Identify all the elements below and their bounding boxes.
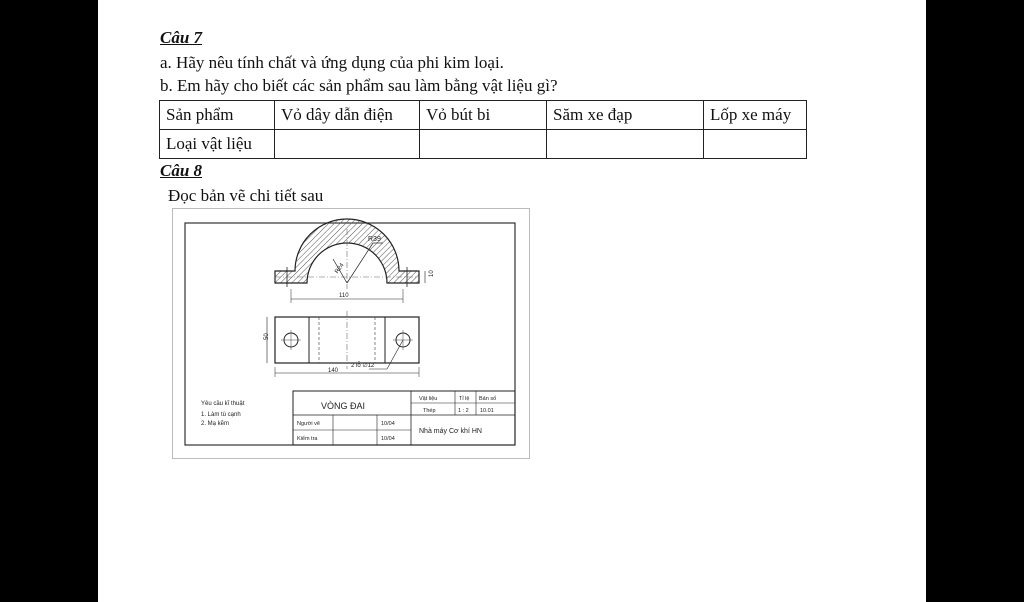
table-cell: Săm xe đạp [547,101,704,130]
checked-date: 10/04 [381,436,395,442]
drawn-date: 10/04 [381,421,395,427]
requirements-title: Yêu cầu kĩ thuật [201,401,245,407]
top-view [264,311,419,377]
drawn-by-label: Người vẽ [297,421,320,427]
question-7-heading: Câu 7 [160,28,203,47]
checked-by-label: Kiểm tra [297,436,318,442]
question-8-heading: Câu 8 [160,161,203,180]
question-7-part-a: a. Hãy nêu tính chất và ứng dụng của phi kim loại. [160,53,504,72]
table-row [160,130,807,159]
dim-140: 140 [328,368,339,374]
table-row [160,101,807,130]
question-7-part-b: b. Em hãy cho biết các sản phẩm sau làm bằng vật liệu gì? [160,76,558,95]
requirement-2: 2. Mạ kẽm [201,421,230,427]
table-cell: Vỏ bút bi [420,101,547,130]
table-cell: Vỏ dây dẫn điện [275,101,420,130]
technical-drawing-svg [173,209,529,458]
part-name: VÒNG ĐAI [321,401,366,411]
table-cell: Loại vật liệu [160,130,275,159]
dim-110: 110 [339,293,349,299]
table-cell: Sản phẩm [160,101,275,130]
table-cell [547,130,704,159]
company-name: Nhà máy Cơ khí HN [419,428,482,435]
table-cell [275,130,420,159]
table-cell: Lốp xe máy [704,101,807,130]
scale-value: 1 : 2 [458,408,469,414]
dim-r24: R24 [334,262,346,275]
document-page [98,0,926,602]
material-value: Thép [423,408,436,414]
scale-label: Tỉ lệ [459,396,470,402]
dim-holes: 2 lỗ ∅12 [351,363,375,369]
table-cell [704,130,807,159]
dim-thickness: 10 [429,270,435,277]
material-label: Vật liệu [419,396,438,402]
title-block [293,391,515,445]
drawing-no-value: 10.01 [480,408,494,414]
drawing-no-label: Bản số [479,396,497,402]
requirement-1: 1. Làm tù cạnh [201,412,241,418]
technical-drawing [172,208,530,459]
dim-50: 50 [264,333,270,340]
table-cell [420,130,547,159]
front-view [275,219,435,303]
materials-table [159,100,807,159]
question-8-instruction: Đọc bản vẽ chi tiết sau [168,186,324,205]
dim-r39: R39 [368,236,381,243]
